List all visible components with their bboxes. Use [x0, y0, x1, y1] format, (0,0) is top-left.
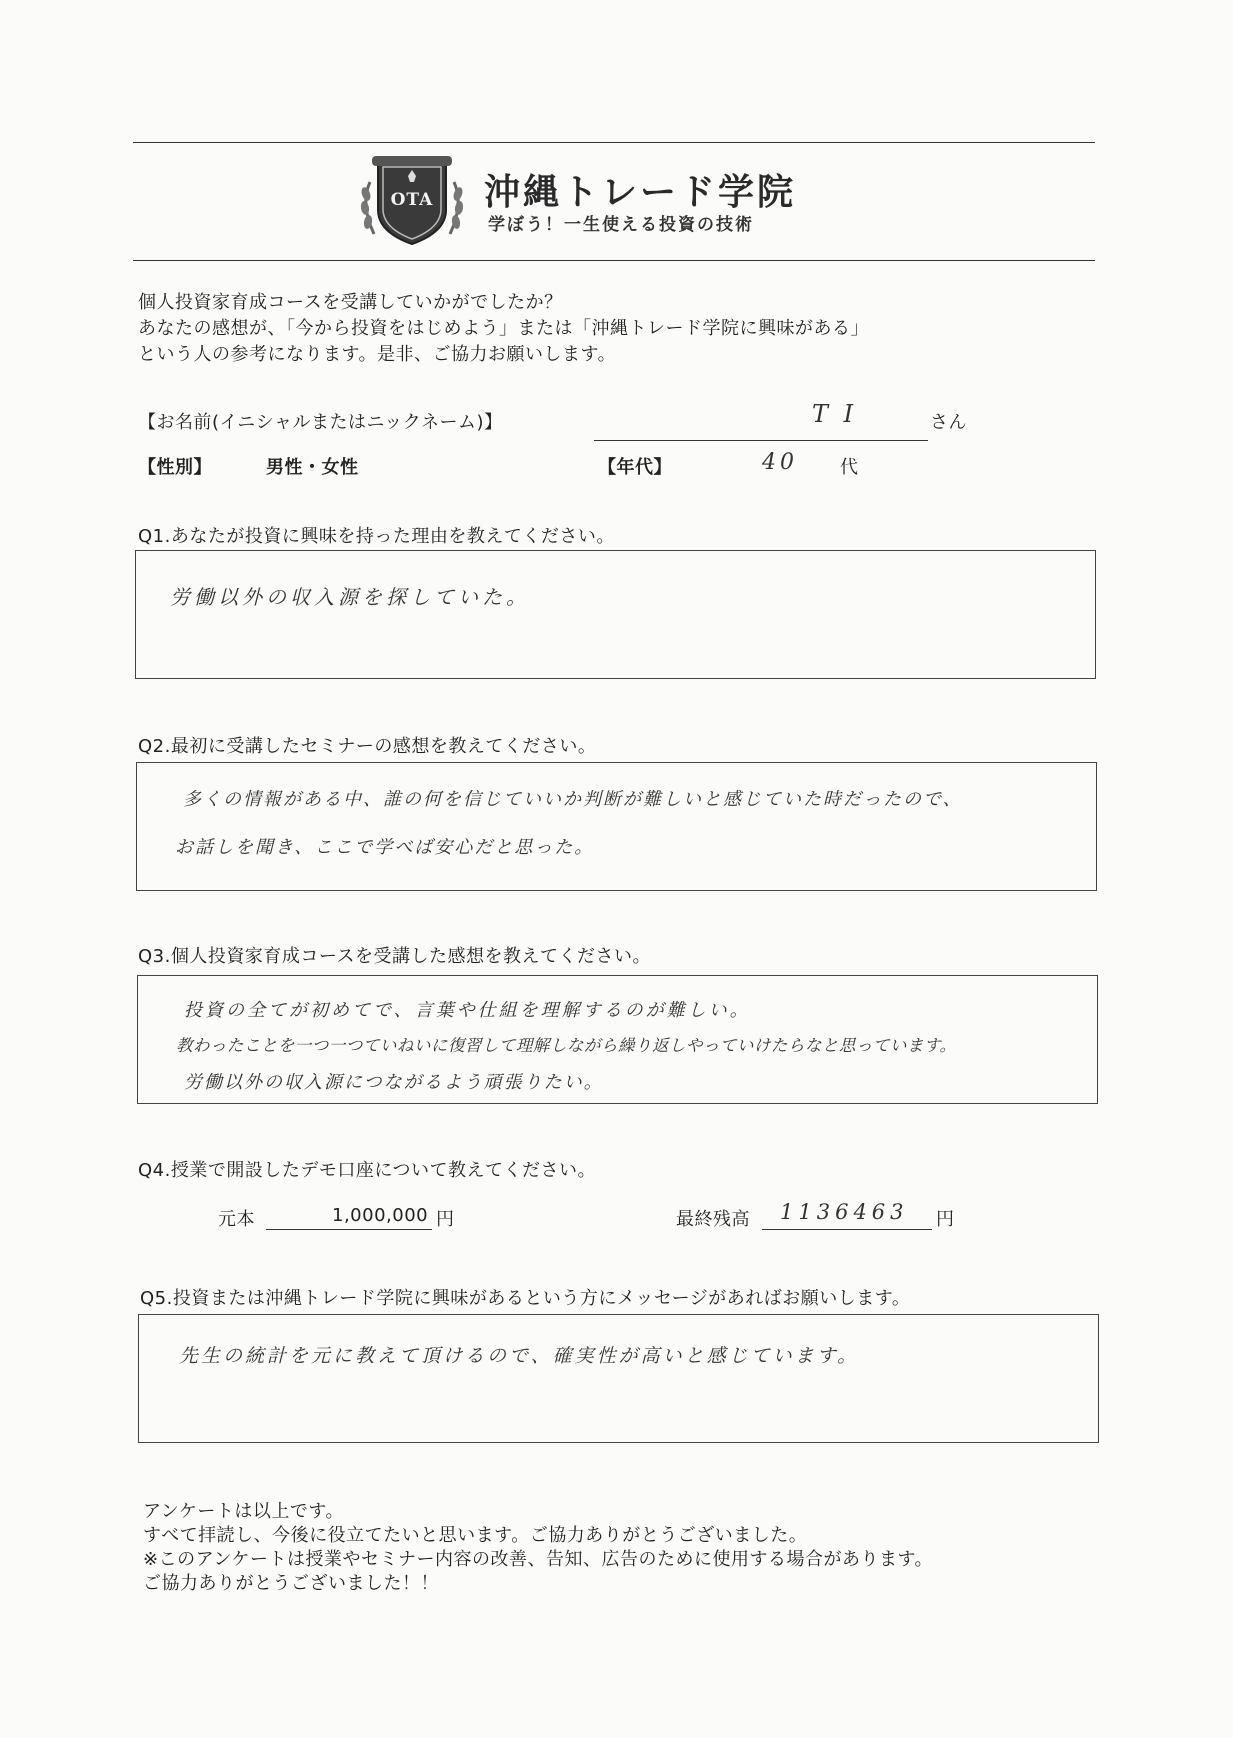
- emblem-text: OTA: [390, 190, 434, 210]
- principal-value: 1,000,000: [332, 1205, 429, 1226]
- header-top-rule: [133, 142, 1095, 143]
- principal-underline: [266, 1229, 432, 1230]
- q1-answer-box: [135, 550, 1096, 679]
- gender-options: 男性・女性: [266, 457, 359, 478]
- q2-answer-line: お話しを聞き、ここで学べば安心だと思った。: [175, 837, 595, 858]
- school-name: 沖縄トレード学院: [484, 172, 797, 213]
- principal-unit: 円: [436, 1209, 455, 1230]
- intro-line: という人の参考になります。是非、ご協力お願いします。: [138, 344, 617, 365]
- ota-emblem-logo: [356, 152, 468, 248]
- principal-label: 元本: [218, 1209, 255, 1230]
- q4-question: Q4.授業で開設したデモ口座について教えてください。: [138, 1160, 596, 1181]
- q5-answer-line: 先生の統計を元に教えて頂けるので、確実性が高いと感じています。: [179, 1345, 860, 1367]
- header-bottom-rule: [133, 260, 1095, 261]
- name-suffix: さん: [930, 412, 967, 433]
- closing-line: アンケートは以上です。: [143, 1501, 344, 1522]
- q1-answer-line: 労働以外の収入源を探していた。: [170, 585, 530, 609]
- balance-underline: [762, 1229, 932, 1230]
- q3-question: Q3.個人投資家育成コースを受講した感想を教えてください。: [138, 946, 651, 967]
- school-tagline: 学ぼう！一生使える投資の技術: [488, 215, 754, 235]
- intro-text: [138, 290, 869, 368]
- intro-line: 個人投資家育成コースを受講していかがでしたか？: [138, 292, 563, 313]
- balance-value: 1136463: [780, 1200, 909, 1224]
- q3-answer-line: 投資の全てが初めてで、言葉や仕組を理解するのが難しい。: [184, 1000, 751, 1021]
- q5-answer-box: [138, 1314, 1099, 1443]
- q3-answer-box: [137, 975, 1098, 1104]
- age-label: 【年代】: [598, 457, 672, 478]
- balance-unit: 円: [936, 1209, 955, 1230]
- name-value: T I: [812, 400, 858, 428]
- intro-line: あなたの感想が、「今から投資をはじめよう」または「沖縄トレード学院に興味がある」: [138, 318, 869, 339]
- closing-text: [143, 1500, 933, 1596]
- q3-answer-line: 教わったことを一つ一つていねいに復習して理解しながら繰り返しやっていけたらなと思っています。: [176, 1036, 957, 1055]
- name-label: 【お名前(イニシャルまたはニックネーム)】: [138, 412, 503, 433]
- age-value: 40: [762, 450, 798, 475]
- q2-answer-line: 多くの情報がある中、誰の何を信じていいか判断が難しいと感じていた時だったので、: [183, 789, 963, 810]
- q5-question: Q5.投資または沖縄トレード学院に興味があるという方にメッセージがあればお願いします。: [140, 1288, 911, 1309]
- closing-line: すべて拝読し、今後に役立てたいと思います。ご協力ありがとうございました。: [143, 1525, 808, 1546]
- name-underline: [594, 440, 928, 441]
- closing-line: ご協力ありがとうございました！！: [143, 1573, 439, 1594]
- gender-label: 【性別】: [138, 457, 212, 478]
- closing-line: ※このアンケートは授業やセミナー内容の改善、告知、広告のために使用する場合があります。: [143, 1549, 934, 1570]
- q1-question: Q1.あなたが投資に興味を持った理由を教えてください。: [138, 526, 615, 547]
- q3-answer-line: 労働以外の収入源につながるよう頑張りたい。: [184, 1072, 604, 1093]
- balance-label: 最終残高: [676, 1209, 750, 1230]
- q2-answer-box: [136, 762, 1097, 891]
- q2-question: Q2.最初に受講したセミナーの感想を教えてください。: [138, 736, 597, 757]
- age-suffix: 代: [840, 457, 859, 478]
